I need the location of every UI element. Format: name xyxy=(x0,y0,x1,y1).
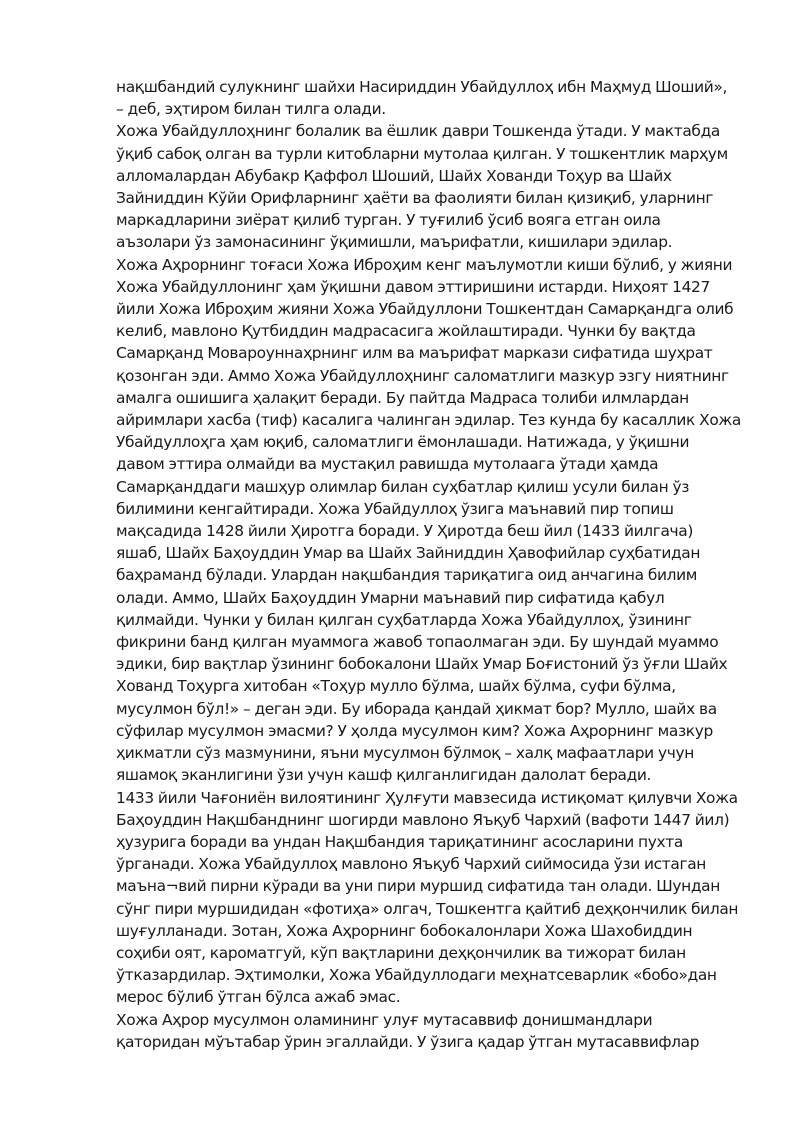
text-line: Хожа Убайдуллонинг ҳам ўқишни давом эттиришини истарди. Ниҳоят 1427 xyxy=(116,277,710,296)
text-line: алломалардан Абубакр Қаффол Шоший, Шайх Хованди Тоҳур ва Шайх xyxy=(116,166,672,185)
text-line: ўтказардилар. Эҳтимолки, Хожа Убайдуллодаги меҳнатсеварлик «бобо»дан xyxy=(116,966,717,985)
text-line: Самарқанд Мовароуннаҳрнинг илм ва маърифат маркази сифатида шуҳрат xyxy=(116,344,713,363)
text-line: Хожа Убайдуллоҳнинг болалик ва ёшлик даври Тошкенда ўтади. У мактабда xyxy=(116,122,720,141)
text-line: 1433 йили Чағониён вилоятининг Ҳулғути мавзесида истиқомат қилувчи Хожа xyxy=(116,788,738,807)
text-line: сўнг пири муршидидан «фотиҳа» олгач, Тошкентга қайтиб деҳқончилик билан xyxy=(116,899,739,918)
text-line: нақшбандий сулукнинг шайхи Насириддин Убайдуллоҳ ибн Маҳмуд Шоший», xyxy=(116,78,727,96)
text-line: Самарқанддаги машҳур олимлар билан суҳбатлар қилиш усули билан ўз xyxy=(116,477,690,496)
text-line: шуғулланади. Зотан, Хожа Аҳрорнинг бобокалонлари Хожа Шахобиддин xyxy=(116,921,693,940)
document-page xyxy=(116,76,748,1053)
text-line: билимини кенгайтиради. Хожа Убайдуллоҳ ўзига маънавий пир топиш xyxy=(116,499,674,518)
text-line: – деб, эҳтиром билан тилга олади. xyxy=(116,100,386,119)
text-line: аъзолари ўз замонасининг ўқимишли, маърифатли, кишилари эдилар. xyxy=(116,233,673,252)
text-line: эдики, бир вақтлар ўзининг бобокалони Шайх Умар Боғистоний ўз ўғли Шайх xyxy=(116,655,728,674)
text-line: ўқиб сабоқ олган ва турли китобларни мутолаа қилган. У тошкентлик марҳум xyxy=(116,144,728,163)
text-line: мерос бўлиб ўтган бўлса ажаб эмас. xyxy=(116,988,401,1007)
text-line: яшамоқ эканлигини ўзи учун кашф қилганлигидан далолат беради. xyxy=(116,766,652,785)
text-line: яшаб, Шайх Баҳоуддин Умар ва Шайх Зайниддин Ҳавофийлар суҳбатидан xyxy=(116,544,701,563)
text-line: фикрини банд қилган муаммога жавоб топаолмаган эди. Бу шундай муаммо xyxy=(116,633,719,652)
text-line: қилмайди. Чунки у билан қилган суҳбатларда Хожа Убайдуллоҳ, ўзининг xyxy=(116,610,692,629)
text-line: соҳиби оят, кароматгуй, кўп вақтларини деҳқончилик ва тижорат билан xyxy=(116,943,686,962)
text-line: Убайдуллоҳга ҳам юқиб, саломатлиги ёмонлашади. Натижада, у ўқишни xyxy=(116,433,690,452)
text-line: ўрганади. Хожа Убайдуллоҳ мавлоно Яъқуб Чархий сиймосида ўзи истаган xyxy=(116,855,707,874)
text-line: келиб, мавлоно Қутбиддин мадрасасига жойлаштиради. Чунки бу вақтда xyxy=(116,322,696,341)
text-line: баҳраманд бўлади. Улардан нақшбандия тариқатига оид анчагина билим xyxy=(116,566,698,585)
text-line: давом эттира олмайди ва мустақил равишда мутолаага ўтади ҳамда xyxy=(116,455,659,474)
text-line: айримлари хасба (тиф) касалига чалинган эдилар. Тез кунда бу касаллик Хожа xyxy=(116,411,741,430)
text-line: амалга ошишига ҳалақит беради. Бу пайтда Мадраса толиби илмлардан xyxy=(116,388,689,407)
text-line: қозонган эди. Аммо Хожа Убайдуллоҳнинг саломатлиги мазкур эзгу ниятнинг xyxy=(116,366,729,385)
text-line: Хожа Аҳрор мусулмон оламининг улуғ мутасаввиф донишмандлари xyxy=(116,1010,653,1029)
text-line: маркадларини зиёрат қилиб турган. У туғилиб ўсиб вояга етган оила xyxy=(116,211,661,230)
text-line: олади. Аммо, Шайх Баҳоуддин Умарни маънавий пир сифатида қабул xyxy=(116,588,665,607)
text-line: ҳузурига боради ва ундан Нақшбандия тариқатининг асосларини пухта xyxy=(116,832,683,851)
text-line: маъна¬вий пирни кўради ва уни пири муршид сифатида тан олади. Шундан xyxy=(116,877,720,896)
text-line: сўфилар мусулмон эмасми? У ҳолда мусулмон ким? Хожа Аҳрорнинг мазкур xyxy=(116,721,713,740)
text-line: Хованд Тоҳурга хитобан «Тоҳур мулло бўлма, шайх бўлма, суфи бўлма, xyxy=(116,677,676,696)
text-line: Баҳоуддин Нақшбанднинг шогирди мавлоно Яъқуб Чархий (вафоти 1447 йил) xyxy=(116,810,730,829)
text-line: ҳикматли сўз мазмунини, яъни мусулмон бўлмоқ – халқ мафаатлари учун xyxy=(116,744,694,763)
text-line: йили Хожа Иброҳим жияни Хожа Убайдуллони Тошкентдан Самарқандга олиб xyxy=(116,300,734,319)
text-line: мусулмон бўл!» – деган эди. Бу иборада қандай ҳикмат бор? Мулло, шайх ва xyxy=(116,699,717,718)
text-line: Зайниддин Кўйи Орифларнинг ҳаёти ва фаолияти билан қизиқиб, уларнинг xyxy=(116,189,714,208)
text-line: қаторидан мўътабар ўрин эгаллайди. У ўзига қадар ўтган мутасаввифлар xyxy=(116,1032,700,1051)
text-line: мақсадида 1428 йили Ҳиротга боради. У Ҳиротда беш йил (1433 йилгача) xyxy=(116,522,694,541)
text-line: Хожа Аҳрорнинг тоғаси Хожа Иброҳим кенг маълумотли киши бўлиб, у жияни xyxy=(116,255,733,274)
